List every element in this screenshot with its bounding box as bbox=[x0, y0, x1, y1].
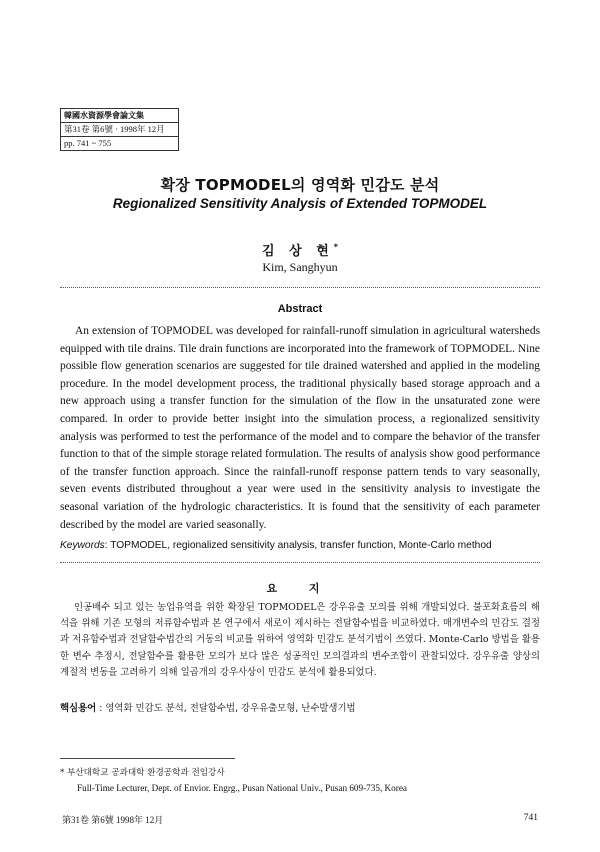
author-korean bbox=[0, 240, 600, 259]
journal-name: 韓國水資源學會論文集 bbox=[61, 109, 178, 123]
author-korean-name: 김 상 현 bbox=[262, 244, 334, 259]
summary-text: 인공배수 되고 있는 농업유역을 위한 확장된 TOPMODEL은 강우유출 모의를 위해 개발되었다. 불포화효름의 해석을 위해 기존 모형의 저류함수법과 본 연구에서 새로이 제시하는 전달함수법을 비교하였다. 매개변수의 민감도 결정과 저유함수법과 전달함수법간의 거동의 비교를 위하여 영역화 민감도 분석기법이 쓰였다. Monte-Carlo 방법을 활용한 변수 추정시, 전달함수를 활용한 모의가 보다 많은 성공적인 모의결과의 변수조합이 관찰되었다. 강우유출 양상의 계절적 변동을 고려하기 의해 일곱개의 강우사상이 민감도 분석에 활용되었다. bbox=[60, 602, 540, 678]
keywords-text: : TOPMODEL, regionalized sensitivity analysis, transfer function, Monte-Carlo method bbox=[104, 540, 492, 551]
keywords-label: Keywords bbox=[60, 540, 105, 551]
author-english: Kim, Sanghyun bbox=[262, 260, 338, 274]
keywords-line bbox=[60, 540, 540, 551]
journal-info-box bbox=[60, 108, 179, 151]
abstract-text: An extension of TOPMODEL was developed for rainfall-runoff simulation in agricultural watersheds equipped with tile drains. Tile drain functions are incorporated into the framework of TOPMODEL. Nine possible flow generation scenarios are suggested for tile drained watershed and applied in the modeling procedure. In the model development process, the traditional physically based storage approach and a new approach using a transfer function for the simulation of the flow in the unsaturated zone were compared. In order to provide better insight into the simulation process, a regionalized sensitivity analysis was performed to test the performance of the model and to compare the behavior of the transfer function to that of the simple storage related formulation. The results of analysis show good performance of the transfer function approach. Since the rainfall-runoff response pattern tends to vary seasonally, seven events distributed throughout a year were used in the sensitivity analysis to investigate the seasonal variation of the hydrologic characteristics. It is found that the sensitivity of each parameter described by the model are varied seasonally. bbox=[60, 325, 540, 531]
core-keywords-line bbox=[60, 700, 540, 714]
divider-middle bbox=[60, 562, 540, 563]
journal-pages: pp. 741 ~ 755 bbox=[64, 138, 112, 148]
summary-heading: 요 지 bbox=[266, 582, 334, 595]
page-number: 741 bbox=[523, 813, 538, 823]
footnote-divider bbox=[60, 758, 235, 759]
title-korean: 확장 TOPMODEL의 영역화 민감도 분석 bbox=[160, 176, 440, 194]
core-keywords-label: 핵심용어 bbox=[60, 703, 97, 714]
footnote-english: Full-Time Lecturer, Dept. of Envior. Engrg., Pusan National Univ., Pusan 609-735, Korea bbox=[77, 783, 407, 793]
footnote-korean: * 부산대학교 공과대학 환경공학과 전임강사 bbox=[60, 768, 225, 778]
title-english: Regionalized Sensitivity Analysis of Extended TOPMODEL bbox=[112, 196, 488, 211]
journal-volume: 第31卷 第6號 · 1998年 12月 bbox=[61, 123, 178, 137]
footer-issue: 第31卷 第6號 1998年 12月 bbox=[62, 815, 164, 825]
abstract-heading: Abstract bbox=[277, 303, 323, 315]
author-footnote-mark: * bbox=[333, 242, 338, 252]
core-keywords-text: : 영역화 민감도 분석, 전달함수법, 강우유출모형, 난수발생기법 bbox=[96, 703, 356, 714]
divider-top bbox=[60, 287, 540, 288]
